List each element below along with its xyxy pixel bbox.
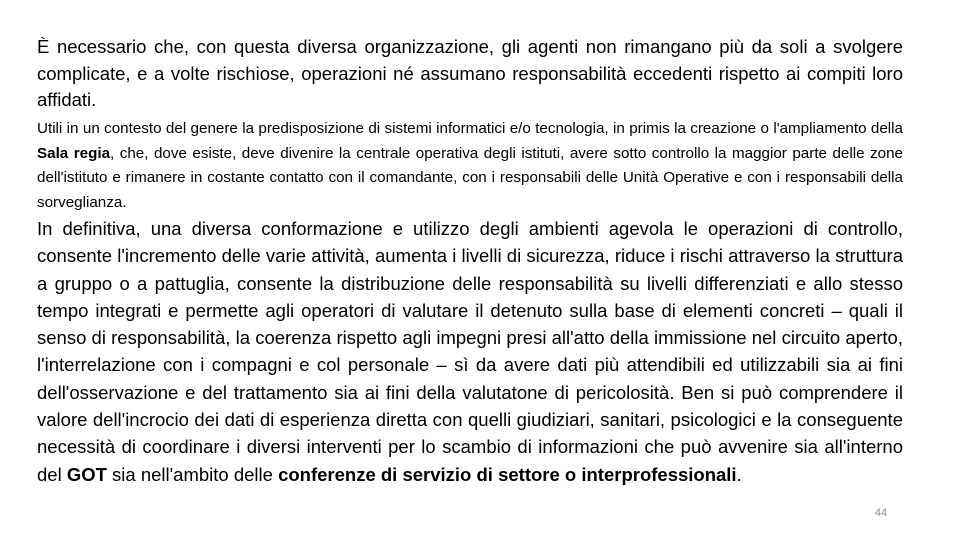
conferenze-emphasis: conferenze di servizio di settore o interprofessionali [278,463,737,485]
paragraph-conclusion [37,215,903,488]
paragraph-intro-text: È necessario che, con questa diversa organizzazione, gli agenti non rimangano più da soli a svolgere complicate, e a volte rischiose, operazioni né assumano responsabilità eccedenti rispetto ai compiti loro affidati. [37,36,903,110]
page-number: 44 [874,507,888,519]
paragraph-intro [37,34,903,114]
got-emphasis: GOT [66,463,107,485]
paragraph-conclusion-text-start: In definitiva, una diversa conformazione e utilizzo degli ambienti agevola le operazioni di controllo, consente l'incremento delle varie attività, aumenta i livelli di sicurezza, riduce i rischi attraverso la struttura a gruppo o a pattuglia, consente la distribuzione delle responsabilità su livelli differenziati e allo stesso tempo integrati e permette agli operatori di valutare il detenuto sulla base di elementi concreti – quali il senso di responsabilità, la coerenza rispetto agli impegni presi all'atto della immissione nel circuito aperto, l'interrelazione con i compagni e col personale – sì da avere dati più attendibili ed utilizzabili sia ai fini dell'osservazione e del trattamento sia ai fini della valutatone di pericolosità. Ben si può comprendere il valore dell'incrocio dei dati di esperienza diretta con quelli giudiziari, sanitari, psicologici e la conseguente necessità di coordinare i diversi interventi per lo scambio di informazioni che può avvenire sia all'interno del [37,218,903,485]
sala-regia-emphasis: Sala regia [37,144,111,162]
paragraph-conclusion-text-end: . [736,463,742,485]
paragraph-sala-regia-text-start: Utili in un contesto del genere la predisposizione di sistemi informatici e/o tecnologia, in primis la creazione o l'ampliamento della [37,120,903,137]
paragraph-sala-regia [37,117,903,215]
paragraph-sala-regia-text-end: , che, dove esiste, deve divenire la centrale operativa degli istituti, avere sotto controllo la maggior parte delle zone dell'istituto e rimanere in costante contatto con il comandante, con i responsabili delle Unità Operative e con i responsabili della sorveglianza. [37,144,903,211]
paragraph-conclusion-text-middle: sia nell'ambito delle [106,463,279,485]
